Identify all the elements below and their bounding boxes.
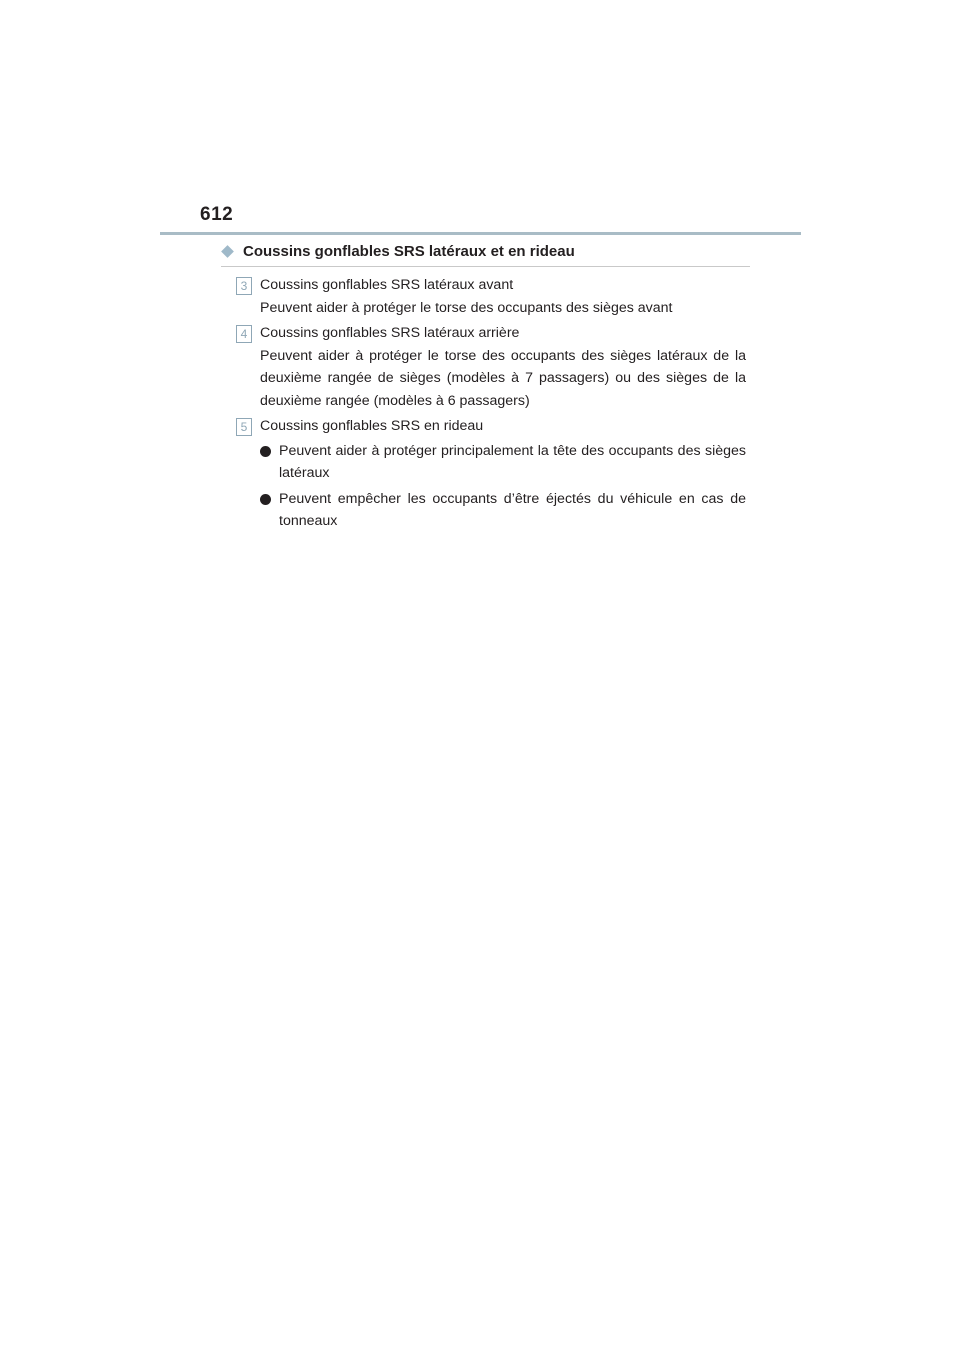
bullet-text: Peuvent empêcher les occupants d’être éjectés du véhicule en cas de tonneaux — [279, 490, 746, 529]
item-number-badge: 5 — [236, 418, 252, 436]
item-title: Coussins gonflables SRS latéraux arrière — [260, 325, 520, 341]
header-rule — [160, 232, 801, 235]
section-rule — [221, 266, 750, 267]
list-item — [236, 274, 746, 319]
list-item — [236, 322, 746, 412]
item-title: Coussins gonflables SRS latéraux avant — [260, 277, 514, 293]
item-title: Coussins gonflables SRS en rideau — [260, 418, 484, 434]
bullet-dot-icon — [260, 494, 271, 505]
item-description: Peuvent aider à protéger le torse des occupants des sièges avant — [260, 299, 673, 316]
bullet-text: Peuvent aider à protéger principalement la tête des occupants des sièges latéraux — [279, 442, 746, 481]
item-list — [236, 274, 746, 533]
bullet-list — [260, 440, 746, 533]
bullet-item — [260, 440, 746, 485]
bullet-dot-icon — [260, 446, 271, 457]
diamond-icon — [221, 245, 234, 258]
bullet-item — [260, 488, 746, 533]
item-description: Peuvent aider à protéger le torse des occupants des sièges latéraux de la deuxième rangée de sièges (modèles à 7 passagers) ou des sièges de la deuxième rangée (modèles à 6 passagers) — [260, 347, 746, 409]
item-number-badge: 3 — [236, 277, 252, 295]
list-item — [236, 415, 746, 533]
section-heading-text: Coussins gonflables SRS latéraux et en rideau — [243, 243, 575, 260]
section-heading — [221, 243, 575, 260]
page-number: 612 — [200, 204, 234, 225]
item-number-badge: 4 — [236, 325, 252, 343]
